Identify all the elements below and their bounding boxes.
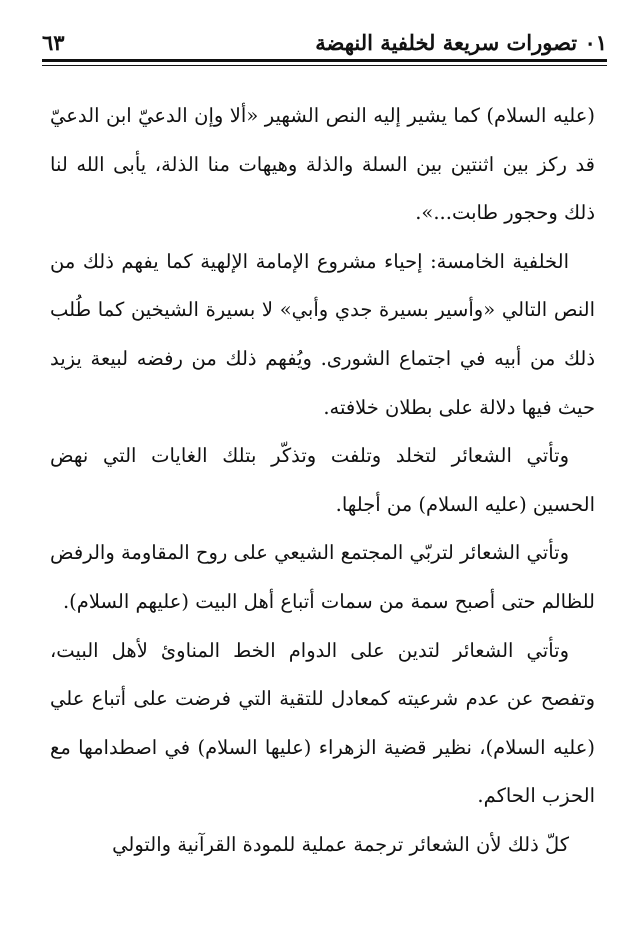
paragraph-4: وتأتي الشعائر لتربّي المجتمع الشيعي على روح المقاومة والرفض للظالم حتى أصبح سمة من سمات أتباع أهل البيت (عليهم السلام). xyxy=(50,541,595,613)
paragraph-5: وتأتي الشعائر لتدين على الدوام الخط المناوئ لأهل البيت، وتفصح عن عدم شرعيته كمعادل للتقية التي فرضت على أتباع علي (عليه السلام)، نظير قضية الزهراء (عليها السلام) في اصطدامها مع الحزب الحاكم. xyxy=(50,638,595,808)
header-rule-thick xyxy=(42,59,607,62)
paragraph-1: (عليه السلام) كما يشير إليه النص الشهير «ألا وإن الدعيّ ابن الدعيّ قد ركز بين اثنتين بين السلة والذلة وهيهات منا الذلة، يأبى الله لنا ذلك وحجور طابت...». xyxy=(50,104,595,225)
paragraph-3: وتأتي الشعائر لتخلد وتلفت وتذكّر بتلك الغايات التي نهض الحسين (عليه السلام) من أجلها. xyxy=(50,444,595,516)
page-number: ٦٣ xyxy=(42,30,65,55)
header-rule-thin xyxy=(42,65,607,66)
paragraph-6: كلّ ذلك لأن الشعائر ترجمة عملية للمودة القرآنية والتولي xyxy=(112,832,569,856)
running-title: ٠١ تصورات سريعة لخلفية النهضة xyxy=(315,30,607,55)
paragraph-2: الخلفية الخامسة: إحياء مشروع الإمامة الإلهية كما يفهم ذلك من النص التالي «وأسير بسيرة جدي وأبي» لا بسيرة الشيخين كما طُلب ذلك من أبيه في اجتماع الشورى. ويُفهم ذلك من رفضه لبيعة يزيد حيث فيها دلالة على بطلان خلافته. xyxy=(50,249,595,419)
page-header xyxy=(42,18,607,58)
page-body xyxy=(50,92,595,870)
